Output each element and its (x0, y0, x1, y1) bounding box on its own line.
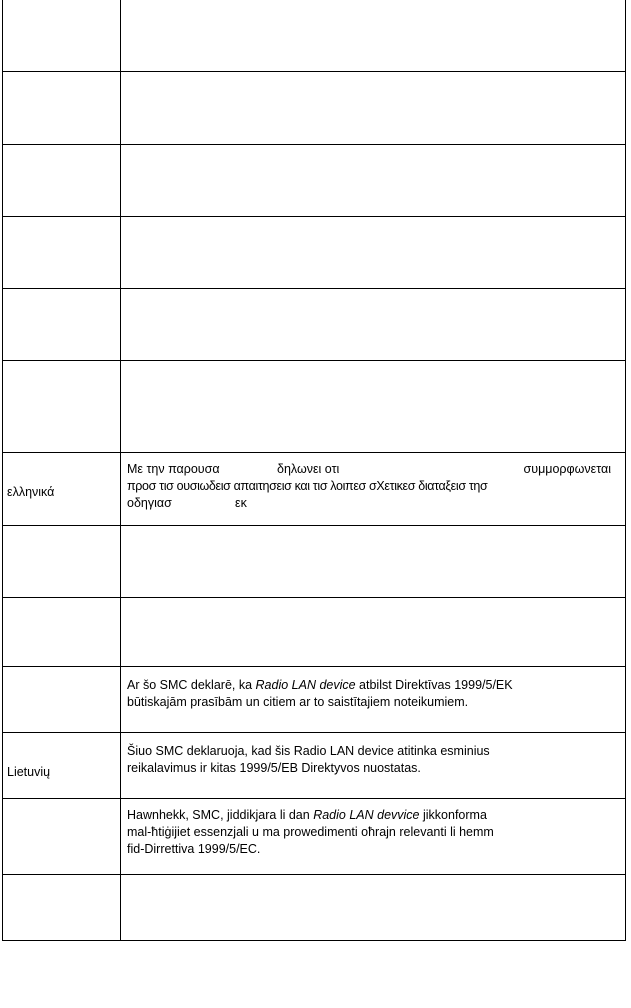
text-line: οδηγιασ εκ (127, 496, 247, 510)
table-row (3, 597, 625, 667)
declaration-text (127, 677, 611, 711)
text-line: Šiuo SMC deklaruoja, kad šis Radio LAN device atitinka esminius (127, 744, 490, 758)
table-row (3, 525, 625, 598)
declaration-text (127, 807, 611, 858)
table-row-latvian (3, 666, 625, 733)
language-label: ελληνικά (7, 485, 55, 499)
table-row (3, 71, 625, 145)
text-line: Με την παρουσα δηλωνει οτι συμμορφωνεται (127, 462, 611, 476)
text-line: προσ τισ ουσιωδεισ απαιτησεισ και τισ λοιπεσ σΧετικεσ διαταξεισ τησ (127, 479, 488, 493)
declaration-text (127, 461, 611, 512)
text-line: Hawnhekk, SMC, jiddikjara li dan Radio LAN devvice jikkonforma (127, 808, 487, 822)
table-row-lithuanian (3, 732, 625, 799)
table-row-greek (3, 452, 625, 526)
text-line: fid-Dirrettiva 1999/5/EC. (127, 842, 261, 856)
table-row (3, 288, 625, 361)
declaration-text (127, 743, 611, 777)
table-row (3, 874, 625, 941)
text-line: Ar šo SMC deklarē, ka Radio LAN device atbilst Direktīvas 1999/5/EK (127, 678, 513, 692)
text-line: mal-ħtiġijiet essenzjali u ma prowedimenti oħrajn relevanti li hemm (127, 825, 494, 839)
text-line: būtiskajām prasībām un citiem ar to saistītajiem noteikumiem. (127, 695, 469, 709)
table-row (3, 144, 625, 217)
table-row (3, 0, 625, 72)
text-line: reikalavimus ir kitas 1999/5/EB Direktyvos nuostatas. (127, 761, 421, 775)
table-row (3, 216, 625, 289)
language-label: Lietuvių (7, 765, 51, 779)
table-row (3, 360, 625, 453)
table-row-maltese (3, 798, 625, 875)
declaration-table (2, 0, 626, 941)
